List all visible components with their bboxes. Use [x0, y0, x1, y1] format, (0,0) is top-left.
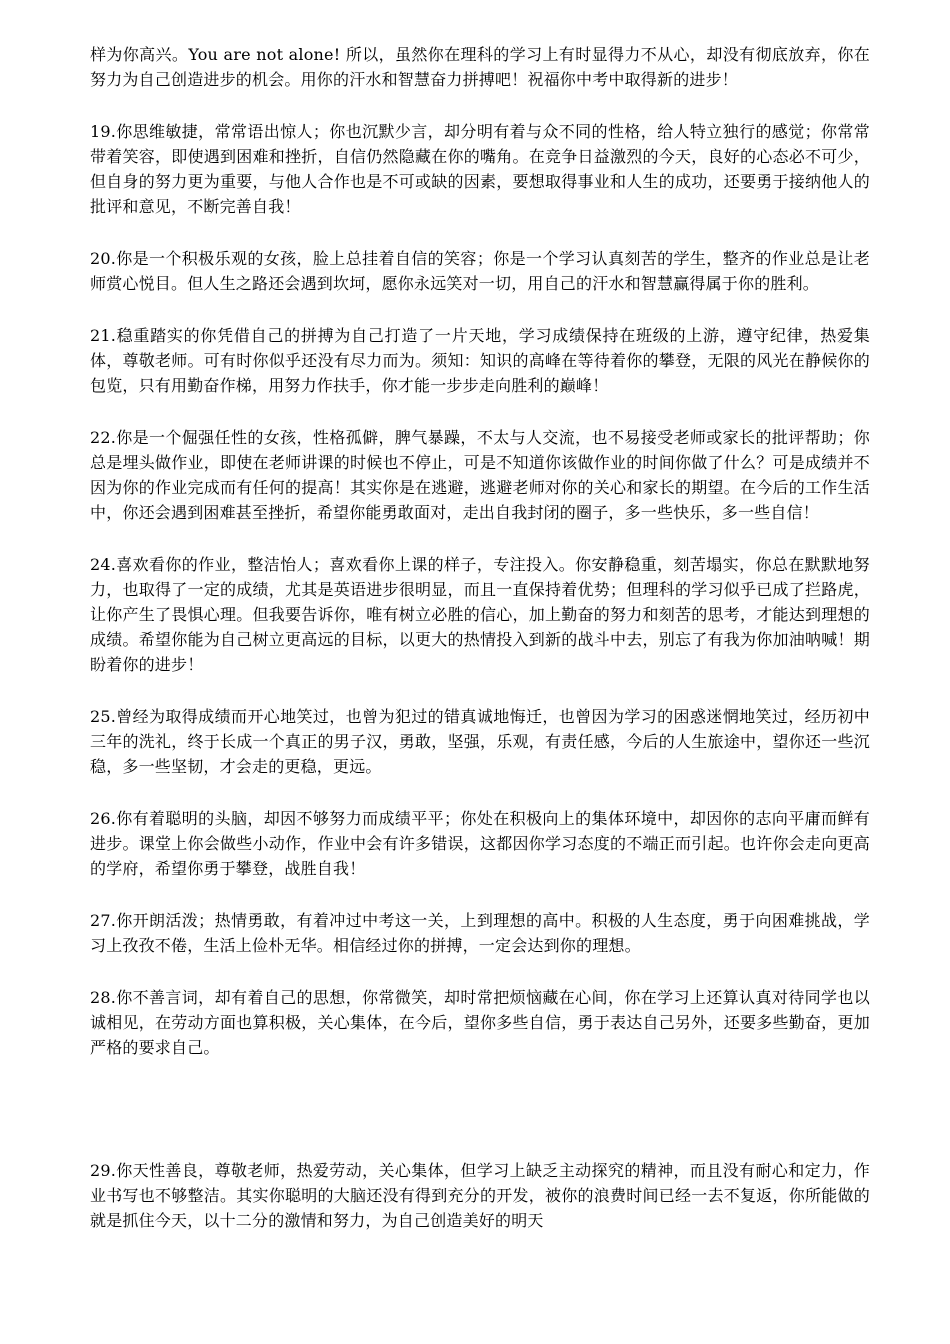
paragraph-21: 21.稳重踏实的你凭借自己的拼搏为自己打造了一片天地，学习成绩保持在班级的上游，遵守纪律，热爱集体，尊敬老师。可有时你似乎还没有尽力而为。须知：知识的高峰在等待着你的攀登，无限的风光在静候你的包览，只有用勤奋作梯，用努力作扶手，你才能一步步走向胜利的巅峰！ [90, 326, 870, 395]
paragraph-28: 28.你不善言词，却有着自己的思想，你常微笑，却时常把烦恼藏在心间，你在学习上还算认真对待同学也以诚相见，在劳动方面也算积极，关心集体，在今后，望你多些自信，勇于表达自己另外，还要多些勤奋，更加严格的要求自己。 [90, 988, 870, 1057]
paragraph-24: 24.喜欢看你的作业，整洁怡人；喜欢看你上课的样子，专注投入。你安静稳重，刻苦塌实，你总在默默地努力，也取得了一定的成绩，尤其是英语进步很明显，而且一直保持着优势；但理科的学习似乎已成了拦路虎，让你产生了畏惧心理。但我要告诉你，唯有树立必胜的信心，加上勤奋的努力和刻苦的思考，才能达到理想的成绩。希望你能为自己树立更高远的目标，以更大的热情投入到新的战斗中去，别忘了有我为你加油呐喊！期盼着你的进步！ [90, 555, 870, 674]
paragraph-22: 22.你是一个倔强任性的女孩，性格孤僻，脾气暴躁，不太与人交流，也不易接受老师或家长的批评帮助；你总是埋头做作业，即使在老师讲课的时候也不停止，可是不知道你该做作业的时间你做了什么？可是成绩并不因为你的作业完成而有任何的提高！其实你是在逃避，逃避老师对你的关心和家长的期望。在今后的工作生活中，你还会遇到困难甚至挫折，希望你能勇敢面对，走出自我封闭的圈子，多一些快乐，多一些自信！ [90, 428, 870, 522]
paragraph-19: 19.你思维敏捷，常常语出惊人；你也沉默少言，却分明有着与众不同的性格，给人特立独行的感觉；你常常带着笑容，即使遇到困难和挫折，自信仍然隐藏在你的嘴角。在竞争日益激烈的今天，良好的心态必不可少，但自身的努力更为重要，与他人合作也是不可或缺的因素，要想取得事业和人生的成功，还要勇于接纳他人的批评和意见，不断完善自我！ [90, 122, 870, 216]
paragraph-26: 26.你有着聪明的头脑，却因不够努力而成绩平平；你处在积极向上的集体环境中，却因你的志向平庸而鲜有进步。课堂上你会做些小动作，作业中会有许多错误，这都因你学习态度的不端正而引起。也许你会走向更高的学府，希望你勇于攀登，战胜自我！ [90, 809, 870, 878]
paragraph-18-continued: 样为你高兴。You are not alone! 所以，虽然你在理科的学习上有时显得力不从心，却没有彻底放弃，你在努力为自己创造进步的机会。用你的汗水和智慧奋力拼搏吧！祝福你中考中取得新的进步！ [90, 45, 870, 89]
paragraph-27: 27.你开朗活泼；热情勇敢，有着冲过中考这一关，上到理想的高中。积极的人生态度，勇于向困难挑战，学习上孜孜不倦，生活上俭朴无华。相信经过你的拼搏，一定会达到你的理想。 [90, 911, 870, 955]
paragraph-29: 29.你天性善良，尊敬老师，热爱劳动，关心集体，但学习上缺乏主动探究的精神，而且没有耐心和定力，作业书写也不够整洁。其实你聪明的大脑还没有得到充分的开发，被你的浪费时间已经一去不复返，你所能做的就是抓住今天，以十二分的激情和努力，为自己创造美好的明天 [90, 1161, 870, 1230]
paragraph-25: 25.曾经为取得成绩而开心地笑过，也曾为犯过的错真诚地悔迁，也曾因为学习的困惑迷惘地笑过，经历初中三年的洗礼，终于长成一个真正的男子汉，勇敢，坚强，乐观，有责任感，今后的人生旅途中，望你还一些沉稳，多一些坚韧，才会走的更稳，更远。 [90, 707, 870, 776]
document-page [90, 42, 870, 1260]
paragraph-20: 20.你是一个积极乐观的女孩，脸上总挂着自信的笑容；你是一个学习认真刻苦的学生，整齐的作业总是让老师赏心悦目。但人生之路还会遇到坎坷，愿你永远笑对一切，用自己的汗水和智慧赢得属于你的胜利。 [90, 249, 870, 293]
